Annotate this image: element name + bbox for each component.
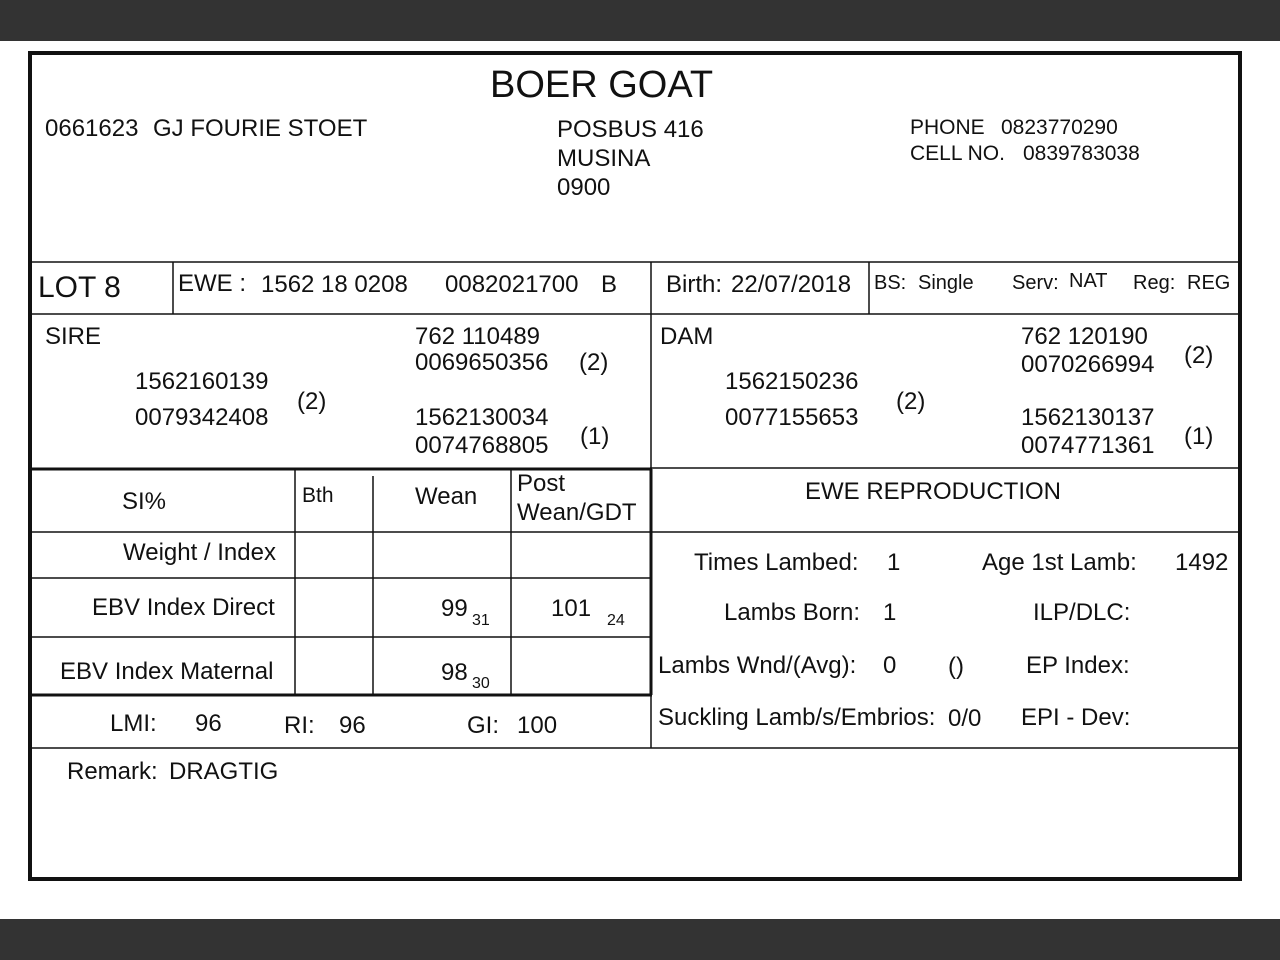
lambs-born-value: 1: [883, 599, 897, 626]
col-bth: Bth: [302, 484, 334, 507]
address-line-2: MUSINA: [557, 145, 651, 172]
direct-wean-value: 99: [441, 595, 468, 622]
ri-value: 96: [339, 712, 366, 739]
sire-mother-grade: (1): [580, 423, 610, 450]
phone-number: 0823770290: [1001, 116, 1118, 139]
bs-label: BS:: [874, 272, 907, 294]
si-header: SI%: [122, 488, 167, 515]
ilp-dlc-label: ILP/DLC:: [1033, 599, 1131, 626]
ewe-grade: B: [601, 271, 618, 298]
lambs-weaned-label: Lambs Wnd/(Avg):: [658, 652, 857, 679]
direct-post-accuracy: 24: [607, 612, 625, 629]
sire-mother-id: 1562130034: [415, 404, 549, 431]
row-ebv-direct: EBV Index Direct: [92, 594, 275, 621]
dam-registration: 0077155653: [725, 404, 859, 431]
suckling-label: Suckling Lamb/s/Embrios:: [658, 704, 936, 731]
sire-label: SIRE: [45, 323, 102, 350]
serv-value: NAT: [1069, 270, 1108, 292]
reproduction-header: EWE REPRODUCTION: [805, 478, 1062, 505]
ewe-id: 1562 18 0208: [261, 271, 408, 298]
dam-father-id: 762 120190: [1021, 323, 1148, 350]
bs-value: Single: [918, 272, 974, 294]
ri-label: RI:: [284, 712, 315, 739]
sire-father-id: 762 110489: [415, 323, 541, 350]
age-first-lamb-value: 1492: [1175, 549, 1229, 576]
address-line-1: POSBUS 416: [557, 116, 704, 143]
card-title: BOER GOAT: [490, 64, 714, 106]
age-first-lamb-label: Age 1st Lamb:: [982, 549, 1137, 576]
col-wean: Wean: [415, 483, 478, 510]
address-line-3: 0900: [557, 174, 611, 201]
direct-post-value: 101: [551, 595, 592, 622]
sire-mother-registration: 0074768805: [415, 432, 549, 459]
serv-label: Serv:: [1012, 272, 1059, 294]
breeder-id: 0661623: [45, 115, 139, 142]
breeder-name: GJ FOURIE STOET: [153, 115, 368, 142]
cell-label: CELL NO.: [910, 142, 1005, 165]
times-lambed-value: 1: [887, 549, 901, 576]
lambs-weaned-value: 0: [883, 652, 897, 679]
dam-mother-id: 1562130137: [1021, 404, 1155, 431]
sire-id: 1562160139: [135, 368, 269, 395]
reg-value: REG: [1187, 272, 1231, 294]
maternal-wean-accuracy: 30: [472, 675, 490, 692]
sire-registration: 0079342408: [135, 404, 269, 431]
remark-label: Remark:: [67, 758, 158, 785]
dam-id: 1562150236: [725, 368, 859, 395]
birth-label: Birth:: [666, 271, 723, 298]
lambs-born-label: Lambs Born:: [724, 599, 861, 626]
maternal-wean-value: 98: [441, 659, 468, 686]
cell-number: 0839783038: [1023, 142, 1140, 165]
phone-label: PHONE: [910, 116, 985, 139]
col-post-line2: Wean/GDT: [517, 499, 637, 526]
times-lambed-label: Times Lambed:: [694, 549, 859, 576]
dam-mother-grade: (1): [1184, 423, 1214, 450]
ewe-registration: 0082021700: [445, 271, 579, 298]
row-ebv-maternal: EBV Index Maternal: [60, 658, 274, 685]
col-post-line1: Post: [517, 470, 566, 497]
reg-label: Reg:: [1133, 272, 1176, 294]
row-weight-index: Weight / Index: [123, 539, 276, 566]
sire-father-registration: 0069650356: [415, 349, 549, 376]
lambs-weaned-average: (): [948, 653, 964, 680]
ewe-label: EWE :: [178, 270, 247, 297]
suckling-value: 0/0: [948, 705, 982, 732]
sire-father-grade: (2): [579, 349, 609, 376]
direct-wean-accuracy: 31: [472, 612, 490, 629]
dam-father-grade: (2): [1184, 342, 1214, 369]
dam-father-registration: 0070266994: [1021, 351, 1155, 378]
gi-label: GI:: [467, 712, 500, 739]
gi-value: 100: [517, 712, 558, 739]
ep-index-label: EP Index:: [1026, 652, 1130, 679]
sire-grade: (2): [297, 388, 327, 415]
lmi-value: 96: [195, 710, 222, 737]
remark-value: DRAGTIG: [169, 758, 279, 785]
lot-label: LOT 8: [38, 271, 121, 304]
lmi-label: LMI:: [110, 710, 157, 737]
dam-grade: (2): [896, 388, 926, 415]
epi-dev-label: EPI - Dev:: [1021, 704, 1131, 731]
dam-label: DAM: [660, 323, 714, 350]
birth-date: 22/07/2018: [731, 271, 852, 298]
dam-mother-registration: 0074771361: [1021, 432, 1155, 459]
